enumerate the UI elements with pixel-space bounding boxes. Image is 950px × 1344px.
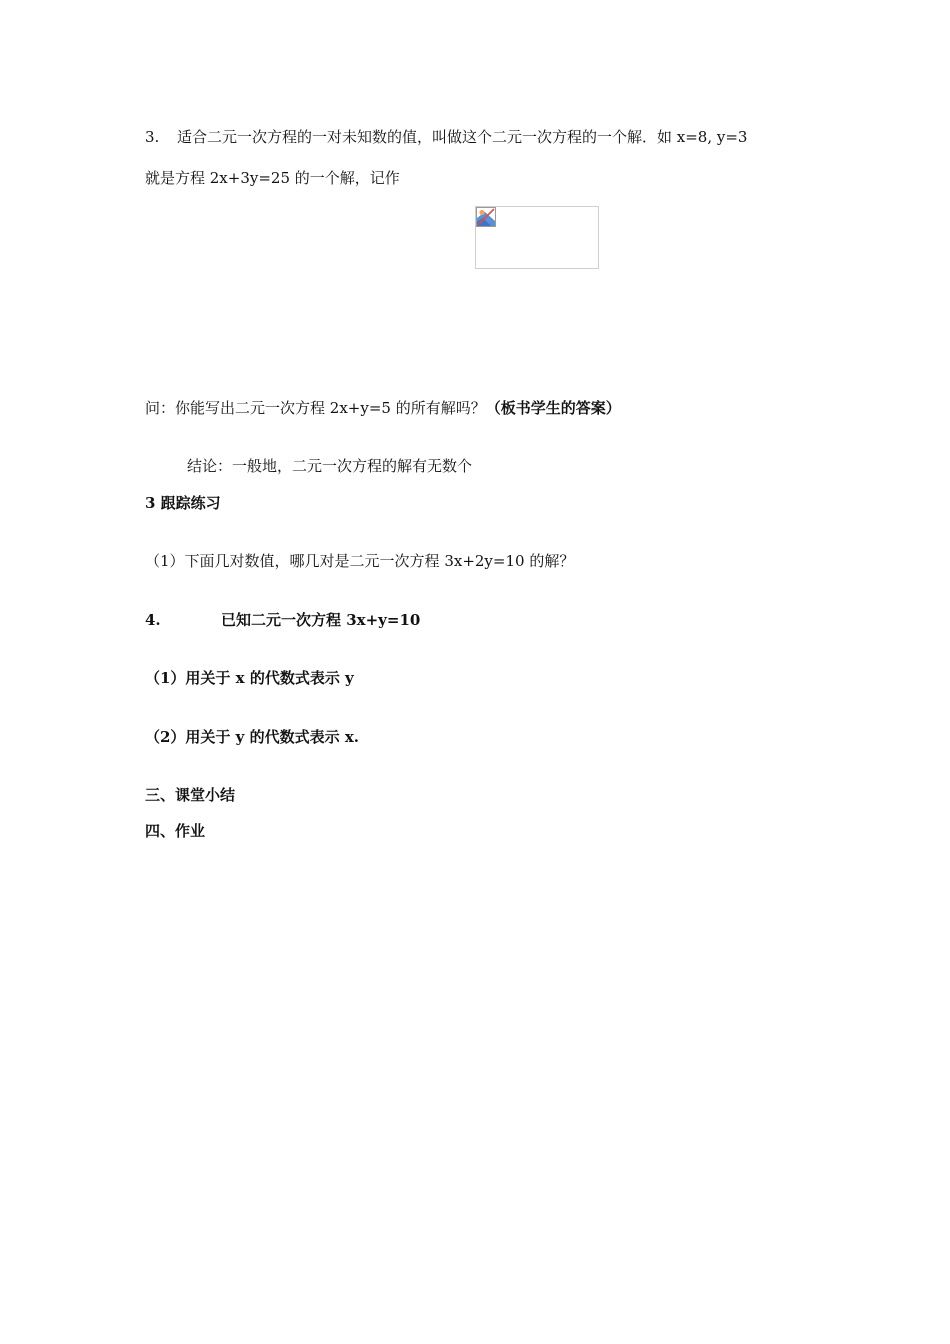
question-note: （板书学生的答案）	[485, 399, 621, 417]
item3-text-line2: 就是方程 2x+3y=25 的一个解，记作	[145, 169, 400, 187]
question-line	[145, 398, 621, 418]
item4-number: 4.	[145, 611, 161, 629]
practice-question-1: （1）下面几对数值，哪几对是二元一次方程 3x+2y=10 的解？	[145, 552, 575, 570]
equation-image-placeholder	[475, 206, 599, 269]
item4-line	[145, 610, 420, 630]
question-text: 问：你能写出二元一次方程 2x+y=5 的所有解吗？	[145, 399, 486, 417]
item3-text-line1: 适合二元一次方程的一对未知数的值，叫做这个二元一次方程的一个解．如 x=8, y=3	[177, 128, 748, 146]
broken-image-icon	[476, 207, 496, 227]
conclusion-text: 结论：一般地，二元一次方程的解有无数个	[187, 457, 473, 475]
section-practice-heading: 3 跟踪练习	[145, 494, 221, 512]
section-homework-heading: 四、作业	[145, 822, 206, 840]
item4-subquestion-1: （1）用关于 x 的代数式表示 y	[145, 669, 354, 687]
item3-number: 3.	[145, 128, 160, 146]
item3-line1	[145, 127, 747, 147]
section-summary-heading: 三、课堂小结	[145, 786, 236, 804]
item4-subquestion-2: （2）用关于 y 的代数式表示 x.	[145, 728, 359, 746]
item4-text: 已知二元一次方程 3x+y=10	[221, 611, 421, 629]
